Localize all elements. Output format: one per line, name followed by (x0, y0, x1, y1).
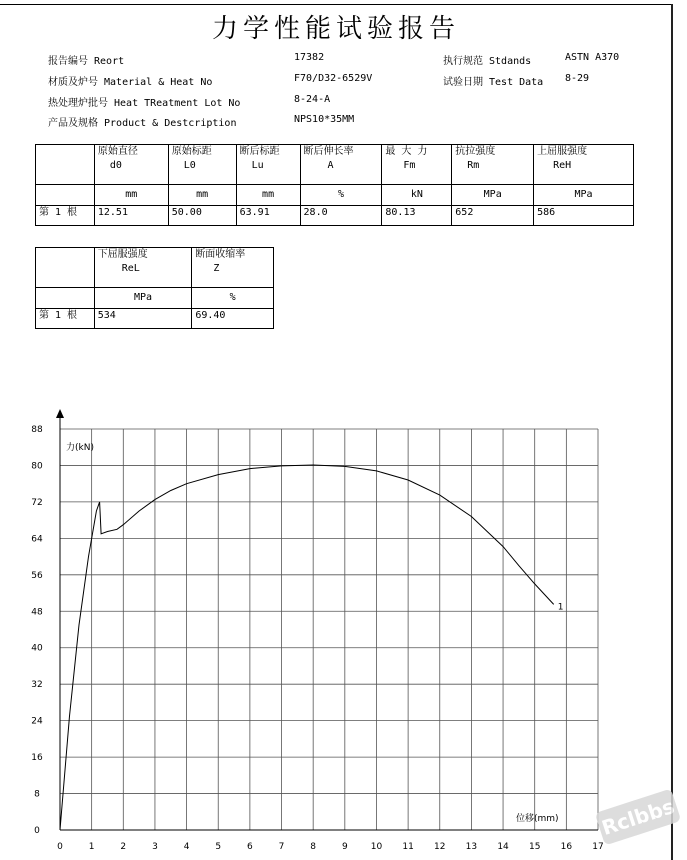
header-l0: 原始标距 L0 (168, 145, 236, 185)
y-tick-label: 0 (34, 826, 40, 836)
header-a: 断后伸长率 A (300, 145, 382, 185)
report-title: 力学性能试验报告 (211, 14, 460, 44)
x-tick-label: 1 (88, 842, 95, 852)
header-fm: 最 大 力 Fm (382, 145, 452, 185)
header-z: 断面收缩率 Z (192, 248, 274, 288)
value-l0: 50.00 (168, 206, 236, 226)
x-tick-label: 16 (560, 842, 573, 852)
y-tick-label: 48 (31, 607, 43, 618)
unit-reh: MPa (534, 185, 634, 206)
unit-lu: mm (236, 185, 300, 206)
heat-treatment-value: 8-24-A (294, 94, 331, 105)
series-label: 1 (557, 602, 564, 613)
value-reh: 586 (534, 206, 634, 226)
y-tick-label: 16 (31, 753, 43, 764)
x-tick-label: 9 (341, 842, 348, 852)
unit-rel: MPa (94, 288, 192, 309)
unit-z: % (192, 288, 274, 309)
unit-corner-cell (36, 185, 95, 206)
header-reh: 上屈服强度 ReH (534, 145, 634, 185)
watermark-logo: Rclbbs (595, 788, 682, 845)
x-tick-label: 12 (434, 842, 446, 852)
x-tick-label: 13 (465, 842, 478, 852)
value-rm: 652 (452, 206, 534, 226)
results-table-1 (35, 144, 634, 226)
unit-fm: kN (382, 185, 452, 206)
x-tick-label: 0 (57, 842, 63, 852)
y-tick-label: 80 (31, 461, 43, 472)
standard-label: 执行规范 Stdands (443, 56, 532, 67)
chart-axes (56, 409, 598, 830)
corner-cell (36, 145, 95, 185)
x-tick-label: 5 (215, 842, 222, 852)
value-lu: 63.91 (236, 206, 300, 226)
x-axis-label: 位移(mm) (516, 814, 559, 824)
chart-tick-labels (31, 425, 603, 852)
standard-value: ASTN A370 (565, 52, 620, 63)
y-tick-label: 64 (31, 534, 43, 545)
x-tick-label: 11 (402, 842, 414, 852)
y-tick-label: 24 (31, 716, 43, 727)
x-tick-label: 3 (152, 842, 158, 852)
value-z: 69.40 (192, 309, 274, 329)
header-rel: 下屈服强度 ReL (94, 248, 192, 288)
header-rm: 抗拉强度 Rm (452, 145, 534, 185)
x-tick-label: 8 (310, 842, 317, 852)
unit-d0: mm (94, 185, 168, 206)
heat-treatment-label: 热处理炉批号 Heat TReatment Lot No (48, 98, 241, 109)
x-tick-label: 17 (592, 842, 604, 852)
test-date-label: 试验日期 Test Data (443, 77, 544, 88)
value-rel: 534 (94, 309, 192, 329)
report-no-label: 报告编号 Reort (48, 56, 125, 67)
y-axis-label: 力(kN) (66, 443, 94, 453)
y-tick-label: 8 (34, 789, 40, 800)
y-tick-label: 88 (31, 425, 43, 435)
x-tick-label: 4 (183, 842, 190, 852)
row-label: 第 1 根 (36, 206, 95, 226)
force-displacement-chart (0, 400, 687, 860)
results-table-2 (35, 247, 274, 329)
y-tick-label: 56 (31, 570, 43, 581)
value-a: 28.0 (300, 206, 382, 226)
y-tick-label: 72 (31, 497, 43, 508)
value-fm: 80.13 (382, 206, 452, 226)
product-value: NPS10*35MM (294, 114, 355, 125)
x-tick-label: 6 (247, 842, 253, 852)
test-date-value: 8-29 (565, 73, 590, 84)
material-label: 材质及炉号 Material & Heat No (48, 77, 213, 88)
header-lu: 断后标距 Lu (236, 145, 300, 185)
unit-a: % (300, 185, 382, 206)
unit-rm: MPa (452, 185, 534, 206)
x-tick-label: 7 (278, 842, 285, 852)
unit-corner-cell (36, 288, 95, 309)
x-tick-label: 10 (370, 842, 383, 852)
header-d0: 原始直径 d0 (94, 145, 168, 185)
y-tick-label: 32 (31, 680, 43, 691)
report-no-value: 17382 (294, 52, 325, 63)
y-axis-arrow (56, 409, 64, 418)
value-d0: 12.51 (94, 206, 168, 226)
unit-l0: mm (168, 185, 236, 206)
x-tick-label: 2 (120, 842, 127, 852)
material-value: F70/D32-6529V (294, 73, 373, 84)
corner-cell (36, 248, 95, 288)
chart-grid (60, 429, 598, 830)
x-tick-label: 15 (528, 842, 541, 852)
page-top-border (0, 4, 672, 5)
row-label: 第 1 根 (36, 309, 95, 329)
product-label: 产品及规格 Product & Destcription (48, 118, 237, 129)
x-tick-label: 14 (497, 842, 509, 852)
y-tick-label: 40 (31, 643, 43, 654)
